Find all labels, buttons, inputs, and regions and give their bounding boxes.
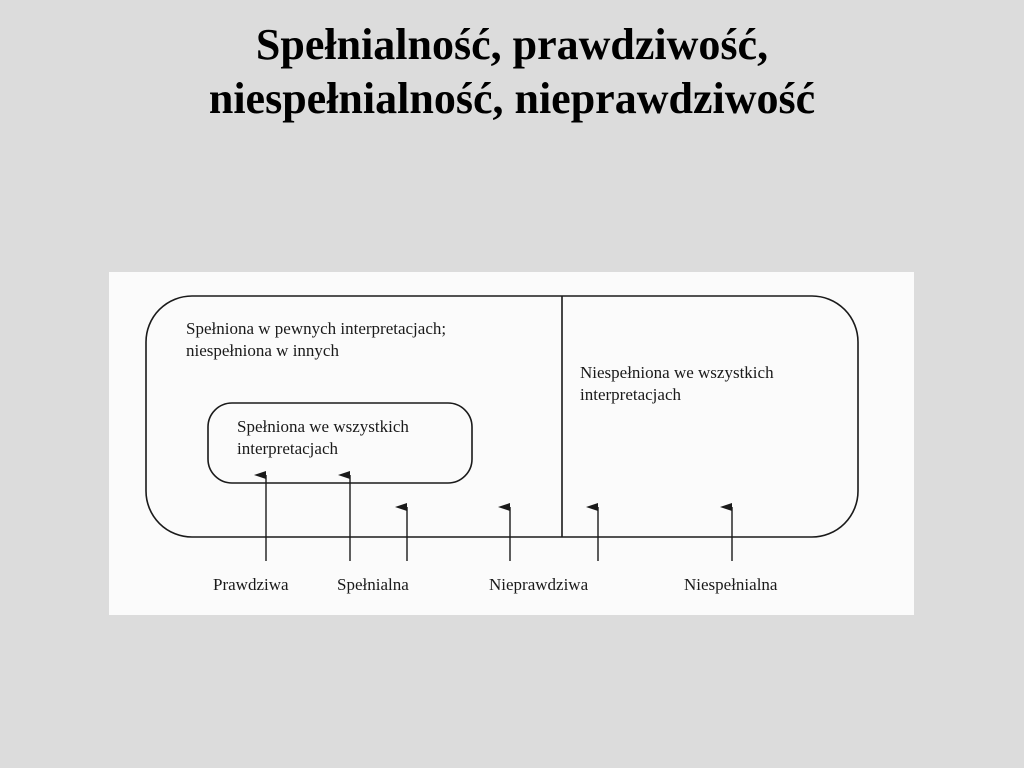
region-label-satisfiable-all: [237, 416, 409, 460]
region-label-satisfiable-some-line-2: niespełniona w innych: [186, 341, 339, 360]
slide-title: [0, 18, 1024, 126]
region-label-satisfiable-all-line-1: Spełniona we wszystkich: [237, 417, 409, 436]
slide-title-line-2: niespełnialność, nieprawdziwość: [208, 74, 816, 123]
region-label-unsatisfiable-all-line-2: interpretacjach: [580, 385, 681, 404]
region-label-unsatisfiable-all-line-1: Niespełniona we wszystkich: [580, 363, 774, 382]
region-label-satisfiable-some-line-1: Spełniona w pewnych interpretacjach;: [186, 319, 447, 338]
slide-title-line-1: Spełnialność, prawdziwość,: [255, 20, 769, 69]
region-label-satisfiable-all-line-2: interpretacjach: [237, 439, 338, 458]
pointer-label-spelnialna: Spełnialna: [337, 575, 409, 594]
region-label-satisfiable-some: [186, 318, 446, 362]
pointer-label-niespelnialna: Niespełnialna: [684, 575, 778, 594]
region-label-unsatisfiable-all: [580, 362, 774, 406]
pointer-label-nieprawdziwa: Nieprawdziwa: [489, 575, 589, 594]
pointer-label-prawdziwa: Prawdziwa: [213, 575, 289, 594]
diagram-figure: [109, 272, 914, 615]
